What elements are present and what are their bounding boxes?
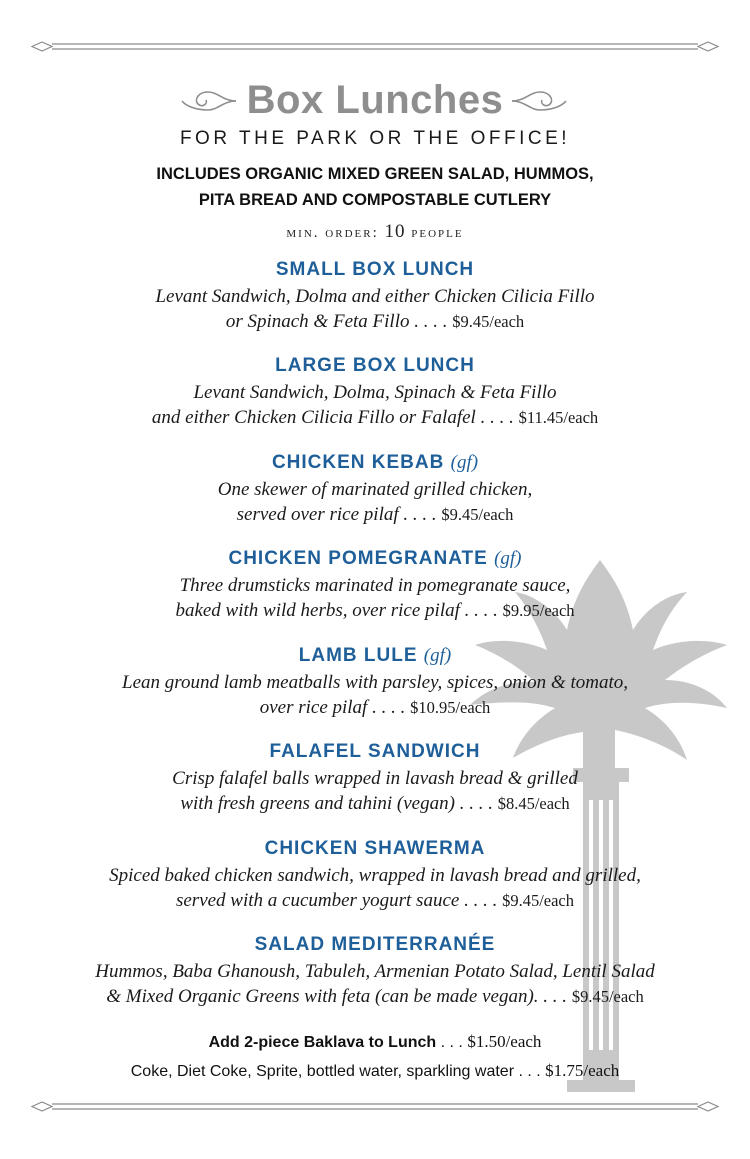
baklava-addon xyxy=(0,1028,750,1057)
item-description-line-2 xyxy=(0,888,750,913)
menu-item xyxy=(0,449,750,527)
title-row xyxy=(0,78,750,123)
min-order-label: min. order: xyxy=(286,225,379,241)
top-decorative-border xyxy=(30,40,720,54)
item-description-line-1: Crisp falafel balls wrapped in lavash bread & grilled xyxy=(172,768,578,789)
baklava-label: Add 2-piece Baklava to Lunch xyxy=(208,1034,437,1051)
item-description-line-2 xyxy=(0,984,750,1009)
palm-tree-column-illustration xyxy=(455,540,745,1100)
item-name xyxy=(0,642,750,670)
item-name-text: LAMB LULE xyxy=(298,645,418,666)
item-name-text: CHICKEN POMEGRANATE xyxy=(228,548,488,569)
item-line2-text: or Spinach & Feta Fillo . . . . xyxy=(225,311,448,332)
item-name-text: CHICKEN SHAWERMA xyxy=(264,838,486,859)
item-description-line-1: One skewer of marinated grilled chicken, xyxy=(217,479,533,500)
drinks-price: $1.75/each xyxy=(545,1061,620,1080)
baklava-price: $1.50/each xyxy=(467,1032,542,1051)
item-price: $10.95/each xyxy=(410,698,491,717)
bottom-decorative-border xyxy=(30,1100,720,1114)
menu-item xyxy=(0,352,750,430)
item-description-line-1: Levant Sandwich, Dolma and either Chicken Cilicia Fillo xyxy=(155,286,595,307)
item-price: $9.45/each xyxy=(571,987,644,1006)
item-name xyxy=(0,449,750,477)
item-description-line-1: Hummos, Baba Ghanoush, Tabuleh, Armenian Potato Salad, Lentil Salad xyxy=(95,961,655,982)
menu-item xyxy=(0,931,750,1009)
baklava-dots: . . . xyxy=(440,1034,463,1051)
item-description-line-1: Lean ground lamb meatballs with parsley, spices, onion & tomato, xyxy=(122,672,628,693)
item-description-line-2 xyxy=(0,598,750,623)
item-name xyxy=(0,835,750,863)
item-description-line-2 xyxy=(0,405,750,430)
extras xyxy=(0,1028,750,1086)
item-price: $9.45/each xyxy=(502,891,575,910)
includes-line-2: PITA BREAD AND COMPOSTABLE CUTLERY xyxy=(198,191,552,209)
item-price: $9.45/each xyxy=(441,505,514,524)
menu-item xyxy=(0,545,750,623)
item-description-line-1: Levant Sandwich, Dolma, Spinach & Feta Fillo xyxy=(193,382,557,403)
item-description-line-2 xyxy=(0,502,750,527)
menu-item xyxy=(0,738,750,816)
item-description-line-2 xyxy=(0,791,750,816)
item-line2-text: served with a cucumber yogurt sauce . . . . xyxy=(175,890,498,911)
min-order-number: 10 xyxy=(384,221,406,242)
item-name-text: LARGE BOX LUNCH xyxy=(275,355,475,376)
item-name xyxy=(0,545,750,573)
right-swirl-ornament xyxy=(510,88,570,114)
item-name-text: SALAD MEDITERRANÉE xyxy=(254,934,496,955)
menu-item xyxy=(0,642,750,720)
item-name xyxy=(0,352,750,380)
item-line2-text: and either Chicken Cilicia Fillo or Falafel . . . . xyxy=(151,407,514,428)
item-name-text: CHICKEN KEBAB xyxy=(271,452,445,473)
item-price: $8.45/each xyxy=(497,794,570,813)
item-line2-text: served over rice pilaf . . . . xyxy=(236,504,437,525)
minimum-order xyxy=(0,221,750,243)
item-description-line-2 xyxy=(0,695,750,720)
menu-item xyxy=(0,256,750,334)
page-title: Box Lunches xyxy=(246,78,504,122)
menu-item xyxy=(0,835,750,913)
subtitle: FOR THE PARK OR THE OFFICE! xyxy=(179,128,571,149)
item-description-line-1: Spiced baked chicken sandwich, wrapped in lavash bread and grilled, xyxy=(109,865,641,886)
item-name xyxy=(0,931,750,959)
item-name xyxy=(0,738,750,766)
gluten-free-tag: (gf) xyxy=(450,452,479,473)
item-name xyxy=(0,256,750,284)
item-name-text: FALAFEL SANDWICH xyxy=(269,741,481,762)
min-order-unit: people xyxy=(411,225,464,241)
includes-note xyxy=(0,161,750,213)
item-price: $9.45/each xyxy=(452,312,525,331)
drinks-label: Coke, Diet Coke, Sprite, bottled water, sparkling water . . . xyxy=(130,1063,541,1080)
item-description-line-2 xyxy=(0,309,750,334)
item-line2-text: with fresh greens and tahini (vegan) . . . . xyxy=(180,793,493,814)
item-name-text: SMALL BOX LUNCH xyxy=(275,259,475,280)
gluten-free-tag: (gf) xyxy=(423,645,452,666)
drinks-line xyxy=(0,1057,750,1086)
item-line2-text: over rice pilaf . . . . xyxy=(259,697,406,718)
item-price: $9.95/each xyxy=(502,601,575,620)
item-line2-text: & Mixed Organic Greens with feta (can be made vegan). . . . xyxy=(106,986,568,1007)
item-price: $11.45/each xyxy=(518,408,599,427)
gluten-free-tag: (gf) xyxy=(494,548,522,569)
item-description-line-1: Three drumsticks marinated in pomegranate sauce, xyxy=(179,575,571,596)
includes-line-1: INCLUDES ORGANIC MIXED GREEN SALAD, HUMMOS, xyxy=(156,165,594,183)
item-line2-text: baked with wild herbs, over rice pilaf . . . . xyxy=(175,600,498,621)
